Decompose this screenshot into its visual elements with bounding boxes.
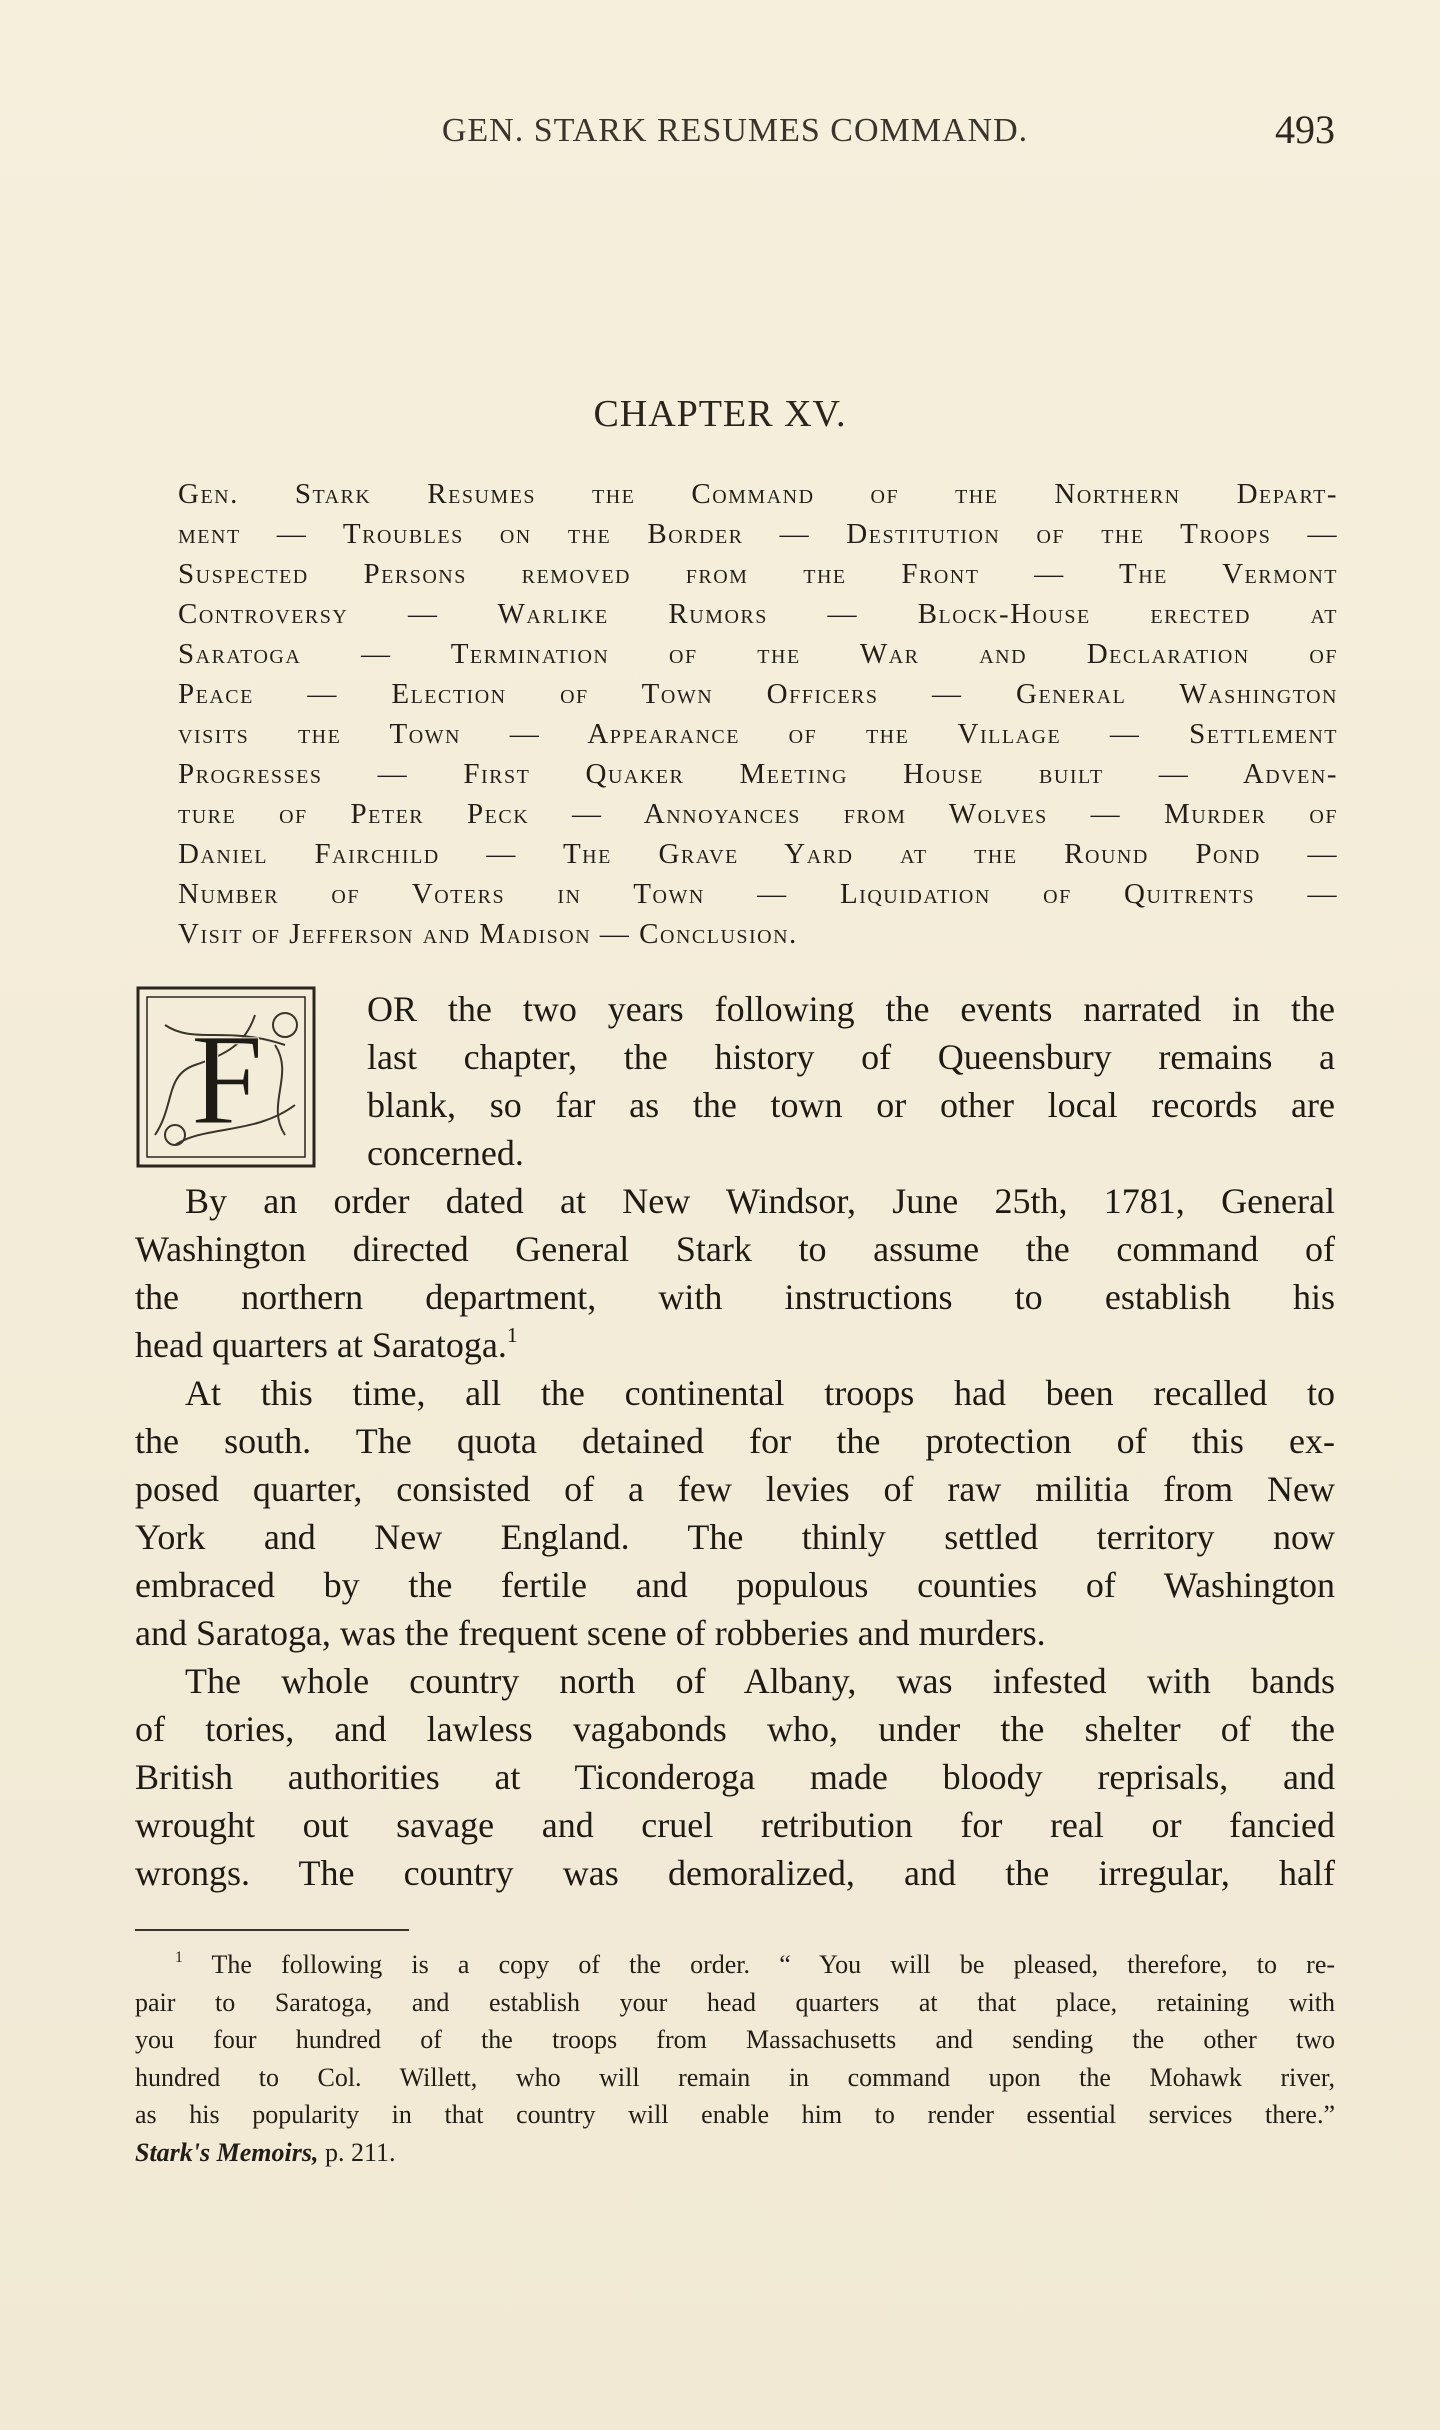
synopsis-line: visits the Town — Appearance of the Village — Settlement [178, 718, 1338, 750]
synopsis-line: ment — Troubles on the Border — Destitution of the Troops — [178, 518, 1338, 550]
synopsis-line: Daniel Fairchild — The Grave Yard at the Round Pond — [178, 838, 1338, 870]
synopsis-line: Suspected Persons removed from the Front — The Vermont [178, 558, 1338, 590]
chapter-title: CHAPTER XV. [593, 393, 847, 435]
synopsis-line: Progresses — First Quaker Meeting House built — Adven- [178, 758, 1338, 790]
footnote-citation-page: p. 211. [325, 2137, 396, 2167]
body-line: By an order dated at New Windsor, June 25th, 1781, General [185, 1181, 1335, 1221]
ornamental-dropcap-icon [135, 985, 317, 1169]
footnote-line: you four hundred of the troops from Massachusetts and sending the other two [135, 2025, 1335, 2054]
opening-paragraph [135, 985, 1335, 1177]
body-line: British authorities at Ticonderoga made bloody reprisals, and [135, 1757, 1335, 1797]
footnote-line [135, 1946, 1335, 1984]
body-line: York and New England. The thinly settled territory now [135, 1517, 1335, 1557]
footnote [135, 1946, 1335, 2171]
body-line: last chapter, the history of Queensbury remains a [367, 1037, 1335, 1077]
footnote-reference[interactable]: 1 [506, 1322, 518, 1347]
body-line: the south. The quota detained for the protection of this ex- [135, 1421, 1335, 1461]
footnote-citation-line [135, 2134, 1335, 2172]
page-number: 493 [1275, 107, 1335, 152]
running-head [135, 107, 1335, 164]
paragraph [135, 1177, 1335, 1369]
body-line: wrongs. The country was demoralized, and the irregular, half [135, 1853, 1335, 1893]
synopsis-line: Saratoga — Termination of the War and Declaration of [178, 638, 1338, 670]
chapter-synopsis [178, 474, 1338, 954]
body-line: Washington directed General Stark to assume the command of [135, 1229, 1335, 1269]
synopsis-line: ture of Peter Peck — Annoyances from Wolves — Murder of [178, 798, 1338, 830]
body-line: embraced by the fertile and populous counties of Washington [135, 1565, 1335, 1605]
body-text [135, 985, 1335, 1897]
body-line: posed quarter, consisted of a few levies of raw militia from New [135, 1469, 1335, 1509]
synopsis-line: Controversy — Warlike Rumors — Block-House erected at [178, 598, 1338, 630]
footnote-line: pair to Saratoga, and establish your head quarters at that place, retaining with [135, 1987, 1335, 2017]
body-line: and Saratoga, was the frequent scene of robberies and murders. [135, 1613, 1046, 1653]
body-line: wrought out savage and cruel retribution for real or fancied [135, 1805, 1335, 1845]
body-line: blank, so far as the town or other local records are [367, 1085, 1335, 1125]
footnote-line-text: The following is a copy of the order. “ You will be pleased, therefore, to re- [211, 1950, 1336, 1979]
body-line-text: head quarters at Saratoga. [135, 1325, 507, 1365]
body-line: At this time, all the continental troops had been recalled to [185, 1373, 1335, 1413]
paragraph [135, 1657, 1335, 1897]
paragraph [135, 1369, 1335, 1657]
body-line: The whole country north of Albany, was infested with bands [185, 1661, 1335, 1701]
footnote-divider [135, 1929, 409, 1931]
synopsis-line: Peace — Election of Town Officers — General Washington [178, 678, 1338, 710]
body-line: of tories, and lawless vagabonds who, under the shelter of the [135, 1709, 1335, 1749]
opening-lines [367, 985, 1335, 1177]
footnote-marker: 1 [175, 1949, 183, 1967]
synopsis-line: Visit of Jefferson and Madison — Conclusion. [178, 918, 798, 950]
running-title: GEN. STARK RESUMES COMMAND. [441, 112, 1029, 149]
synopsis-line: Number of Voters in Town — Liquidation of Quitrents — [178, 878, 1338, 910]
footnote-line: hundred to Col. Willett, who will remain in command upon the Mohawk river, [135, 2062, 1335, 2092]
footnote-line: as his popularity in that country will enable him to render essential services there.” [135, 2100, 1335, 2129]
body-line: the northern department, with instructions to establish his [135, 1277, 1335, 1317]
synopsis-line: Gen. Stark Resumes the Command of the Northern Depart- [178, 478, 1338, 510]
body-line: concerned. [367, 1133, 524, 1173]
body-line: OR the two years following the events narrated in the [367, 989, 1335, 1029]
dropcap-letter: F [190, 1008, 264, 1152]
body-line [135, 1321, 1335, 1369]
footnote-citation: Stark's Memoirs, [135, 2137, 319, 2167]
